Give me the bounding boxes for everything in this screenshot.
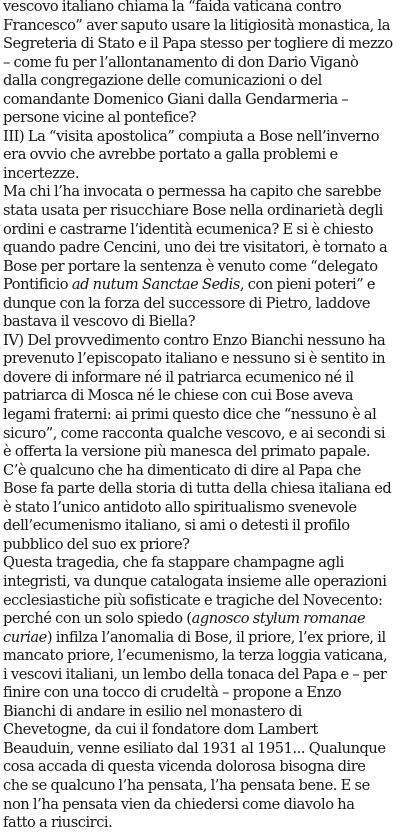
text-line	[3, 221, 413, 240]
text-line	[3, 258, 413, 277]
text-run: III) La “visita apostolica” compiuta a Bose nell’inverno	[3, 127, 380, 145]
paragraph-forgotten	[3, 462, 413, 555]
paragraph-question	[3, 183, 413, 331]
text-run: Pontificio	[3, 276, 72, 294]
italic-phrase: agnosco stylum romanae	[191, 610, 366, 628]
text-line	[3, 592, 413, 611]
text-line	[3, 128, 413, 147]
text-run: C’è qualcuno che ha dimenticato di dire al Papa che	[3, 461, 361, 479]
text-line	[3, 684, 413, 703]
paragraph-intro-continuation	[3, 0, 413, 128]
text-run: Chevetogne, da cui il fondatore dom Lambert	[3, 721, 318, 739]
text-run: è offerta la versione più manesca del primato papale.	[3, 443, 371, 461]
text-line	[3, 480, 413, 499]
text-run: ecclesiastiche più sofisticate e tragiche del Novecento:	[3, 591, 383, 609]
text-line	[3, 350, 413, 369]
italic-phrase: ad nutum Sanctae Sedis	[71, 276, 240, 294]
text-run: quando padre Cencini, uno dei tre visitatori, è tornato a	[3, 239, 388, 257]
text-run: IV) Del provvedimento contro Enzo Bianchi nessuno ha	[3, 331, 386, 349]
text-line	[3, 462, 413, 481]
text-line	[3, 109, 413, 128]
text-run: sicuro”, come racconta qualche vescovo, e ai secondi si	[3, 424, 386, 442]
text-line	[3, 146, 413, 165]
text-run: legami fraterni: ai primi questo dice che “nessuno è al	[3, 406, 377, 424]
text-run: Beauduin, venne esiliato dal 1931 al 1951... Qualunque	[3, 739, 386, 757]
text-line	[3, 202, 413, 221]
text-run: comandante Domenico Giani dalla Gendarmeria –	[3, 90, 349, 108]
text-run: che se qualcuno l’ha pensata, l’ha pensata bene. E se	[3, 776, 370, 794]
text-line	[3, 499, 413, 518]
text-line	[3, 703, 413, 722]
text-line	[3, 796, 413, 815]
text-run: – come fu per l’allontanamento di don Dario Viganò	[3, 53, 359, 71]
text-run: vescovo italiano chiama la “faida vaticana contro	[3, 0, 342, 15]
text-run: bastava il vescovo di Biella?	[3, 313, 196, 331]
text-line	[3, 536, 413, 555]
text-run: dalla congregazione delle comunicazioni o del	[3, 72, 322, 90]
text-line	[3, 332, 413, 351]
text-line	[3, 295, 413, 314]
text-line	[3, 72, 413, 91]
text-run: Bose fa parte della storia di tutta della chiesa italiana ed	[3, 480, 392, 498]
text-line	[3, 425, 413, 444]
text-line	[3, 517, 413, 536]
text-run: Segreteria di Stato e il Papa stesso per togliere di mezzo	[3, 35, 393, 53]
text-run: non l’ha pensata vien da chiedersi come diavolo ha	[3, 795, 355, 813]
text-line	[3, 573, 413, 592]
text-line	[3, 276, 413, 295]
text-run: Bianchi di andare in esilio nel monastero di	[3, 702, 302, 720]
text-line	[3, 387, 413, 406]
paragraph-tragedy	[3, 554, 413, 832]
text-line	[3, 666, 413, 685]
italic-phrase: curiae	[3, 628, 47, 646]
text-line	[3, 91, 413, 110]
text-line	[3, 183, 413, 202]
text-line	[3, 740, 413, 759]
text-line	[3, 239, 413, 258]
text-line	[3, 610, 413, 629]
text-run: stata usata per risucchiare Bose nella ordinarietà degli	[3, 202, 383, 220]
text-run: perché con un solo spiedo (	[3, 610, 192, 628]
text-line	[3, 647, 413, 666]
text-run: dovere di informare né il patriarca ecumenico né il	[3, 368, 354, 386]
text-line	[3, 758, 413, 777]
text-run: Ma chi l’ha invocata o permessa ha capito che sarebbe	[3, 183, 382, 201]
text-run: i vescovi italiani, un lembo della tonaca del Papa e – per	[3, 665, 387, 683]
text-run: pubblico del suo ex priore?	[3, 535, 190, 553]
text-line	[3, 777, 413, 796]
text-run: Bose per portare la sentenza è venuto come “delegato	[3, 257, 378, 275]
text-line	[3, 443, 413, 462]
text-run: fatto a riuscirci.	[3, 814, 113, 832]
text-line	[3, 554, 413, 573]
text-run: , con pieni poteri” e	[239, 276, 376, 294]
text-run: mancato priore, l’ecumenismo, la terza loggia vaticana,	[3, 647, 388, 665]
text-run: ordini e castrarne l’identità ecumenica? E si è chiesto	[3, 220, 374, 238]
text-line	[3, 0, 413, 17]
text-run: era ovvio che avrebbe portato a galla problemi e	[3, 146, 338, 164]
text-run: integristi, va dunque catalogata insieme alle operazioni	[3, 572, 387, 590]
text-run: persone vicine al pontefice?	[3, 109, 196, 127]
text-line	[3, 313, 413, 332]
text-run: prevenuto l’episcopato italiano e nessuno si è sentito in	[3, 350, 386, 368]
paragraph-point-iii	[3, 128, 413, 184]
text-run: è stato l’unico antidoto allo spiritualismo svenevole	[3, 498, 357, 516]
text-line	[3, 165, 413, 184]
text-line	[3, 721, 413, 740]
text-run: incertezze.	[3, 164, 80, 182]
text-line	[3, 629, 413, 648]
text-run: Francesco” aver saputo usare la litigiosità monastica, la	[3, 16, 390, 34]
text-run: patriarca di Mosca né le chiese con cui Bose aveva	[3, 387, 354, 405]
text-line	[3, 54, 413, 73]
text-line	[3, 814, 413, 833]
text-run: cosa accada di questa vicenda dolorosa bisogna dire	[3, 758, 366, 776]
text-run: dunque con la forza del successore di Pietro, laddove	[3, 294, 371, 312]
text-line	[3, 369, 413, 388]
text-line	[3, 17, 413, 36]
text-run: ) infilza l’anomalia di Bose, il priore, l’ex priore, il	[46, 628, 386, 646]
text-run: Questa tragedia, che fa stappare champagne agli	[3, 554, 344, 572]
paragraph-point-iv	[3, 332, 413, 462]
text-run: finire con una tocco di crudeltà – propone a Enzo	[3, 684, 342, 702]
text-line	[3, 406, 413, 425]
text-line	[3, 35, 413, 54]
text-run: dell’ecumenismo italiano, si ami o detesti il profilo	[3, 517, 350, 535]
